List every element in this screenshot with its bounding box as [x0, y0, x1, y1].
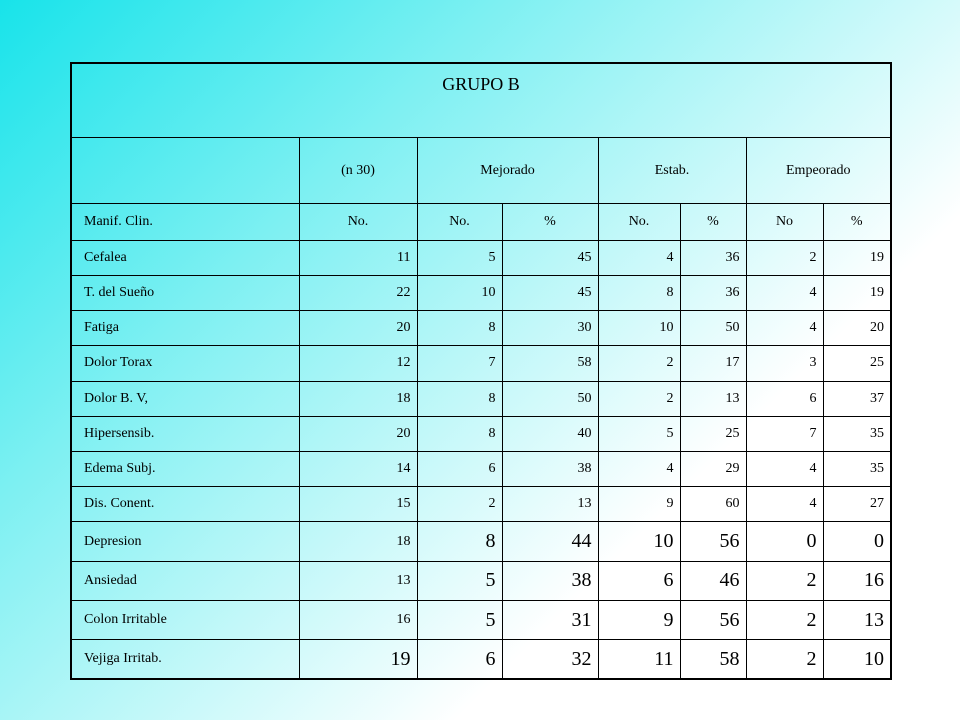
table-cell: 2 [746, 600, 823, 639]
table-cell: 38 [502, 451, 598, 486]
table-cell: 8 [417, 416, 502, 451]
row-label: T. del Sueño [71, 275, 299, 310]
table-cell: 2 [746, 640, 823, 679]
table-cell: 2 [598, 381, 680, 416]
table-cell: 4 [598, 240, 680, 275]
mejorado-header: Mejorado [417, 137, 598, 203]
column-header: % [502, 204, 598, 240]
table-cell: 45 [502, 240, 598, 275]
table-cell: 19 [823, 275, 891, 310]
table-cell: 4 [746, 451, 823, 486]
table-cell: 56 [680, 522, 746, 561]
table-cell: 0 [746, 522, 823, 561]
table-cell: 4 [746, 311, 823, 346]
table-cell: 31 [502, 600, 598, 639]
table-cell: 36 [680, 240, 746, 275]
table-cell: 5 [598, 416, 680, 451]
table-cell: 19 [299, 640, 417, 679]
table-cell: 40 [502, 416, 598, 451]
table-cell: 45 [502, 275, 598, 310]
estab-header: Estab. [598, 137, 746, 203]
table-cell: 18 [299, 381, 417, 416]
table-cell: 4 [598, 451, 680, 486]
table-cell: 8 [598, 275, 680, 310]
row-label: Ansiedad [71, 561, 299, 600]
table-cell: 29 [680, 451, 746, 486]
row-label: Vejiga Irritab. [71, 640, 299, 679]
row-label: Dolor Torax [71, 346, 299, 381]
empty-header-cell [71, 137, 299, 203]
column-header: % [823, 204, 891, 240]
row-label: Dis. Conent. [71, 487, 299, 522]
table-cell: 7 [417, 346, 502, 381]
table-cell: 16 [823, 561, 891, 600]
table-cell: 6 [746, 381, 823, 416]
table-cell: 35 [823, 416, 891, 451]
table-cell: 12 [299, 346, 417, 381]
table-cell: 3 [746, 346, 823, 381]
data-table [70, 62, 892, 680]
table-cell: 18 [299, 522, 417, 561]
table-cell: 60 [680, 487, 746, 522]
table-cell: 46 [680, 561, 746, 600]
table-cell: 30 [502, 311, 598, 346]
table-cell: 20 [823, 311, 891, 346]
row-label: Colon Irritable [71, 600, 299, 639]
table-cell: 9 [598, 487, 680, 522]
table-row [71, 346, 891, 381]
table-row [71, 640, 891, 679]
table-cell: 20 [299, 416, 417, 451]
row-label: Cefalea [71, 240, 299, 275]
table-cell: 22 [299, 275, 417, 310]
table-row [71, 522, 891, 561]
table-cell: 11 [299, 240, 417, 275]
table-row [71, 600, 891, 639]
table-cell: 11 [598, 640, 680, 679]
row-label: Fatiga [71, 311, 299, 346]
table-cell: 38 [502, 561, 598, 600]
table-cell: 5 [417, 600, 502, 639]
row-label: Dolor B. V, [71, 381, 299, 416]
table-cell: 32 [502, 640, 598, 679]
table-cell: 5 [417, 240, 502, 275]
table-cell: 10 [417, 275, 502, 310]
empeorado-header: Empeorado [746, 137, 891, 203]
table-cell: 10 [823, 640, 891, 679]
row-label: Depresion [71, 522, 299, 561]
table-row [71, 451, 891, 486]
group-header-row [71, 137, 891, 203]
table-cell: 10 [598, 522, 680, 561]
table-cell: 15 [299, 487, 417, 522]
table-cell: 5 [417, 561, 502, 600]
table-cell: 25 [823, 346, 891, 381]
table-cell: 58 [502, 346, 598, 381]
title-row [71, 63, 891, 137]
table-row [71, 240, 891, 275]
table-cell: 14 [299, 451, 417, 486]
table-row [71, 416, 891, 451]
table-cell: 13 [823, 600, 891, 639]
table-cell: 36 [680, 275, 746, 310]
column-header: No. [598, 204, 680, 240]
table-cell: 37 [823, 381, 891, 416]
table-cell: 4 [746, 487, 823, 522]
table-row [71, 381, 891, 416]
n-header: (n 30) [299, 137, 417, 203]
table-cell: 13 [502, 487, 598, 522]
table-cell: 13 [299, 561, 417, 600]
table-row [71, 561, 891, 600]
table-cell: 13 [680, 381, 746, 416]
table-cell: 6 [417, 451, 502, 486]
column-header-row [71, 204, 891, 240]
column-header: No. [417, 204, 502, 240]
column-header: Manif. Clin. [71, 204, 299, 240]
table-row [71, 311, 891, 346]
table-cell: 6 [417, 640, 502, 679]
table-cell: 20 [299, 311, 417, 346]
table-cell: 6 [598, 561, 680, 600]
table-cell: 50 [680, 311, 746, 346]
table-cell: 44 [502, 522, 598, 561]
column-header: No. [299, 204, 417, 240]
table-cell: 0 [823, 522, 891, 561]
table-cell: 10 [598, 311, 680, 346]
table-cell: 17 [680, 346, 746, 381]
table-cell: 2 [746, 240, 823, 275]
table-cell: 8 [417, 311, 502, 346]
table-row [71, 487, 891, 522]
column-header: No [746, 204, 823, 240]
table-cell: 50 [502, 381, 598, 416]
row-label: Hipersensib. [71, 416, 299, 451]
table-cell: 16 [299, 600, 417, 639]
column-header: % [680, 204, 746, 240]
table-cell: 8 [417, 522, 502, 561]
table-cell: 2 [598, 346, 680, 381]
table-cell: 56 [680, 600, 746, 639]
table-title: GRUPO B [71, 63, 891, 137]
table-cell: 2 [746, 561, 823, 600]
table-cell: 4 [746, 275, 823, 310]
table-cell: 8 [417, 381, 502, 416]
table-cell: 9 [598, 600, 680, 639]
table-cell: 58 [680, 640, 746, 679]
row-label: Edema Subj. [71, 451, 299, 486]
table-cell: 7 [746, 416, 823, 451]
table-row [71, 275, 891, 310]
table-cell: 35 [823, 451, 891, 486]
table-cell: 19 [823, 240, 891, 275]
table-cell: 27 [823, 487, 891, 522]
table-cell: 25 [680, 416, 746, 451]
table-cell: 2 [417, 487, 502, 522]
